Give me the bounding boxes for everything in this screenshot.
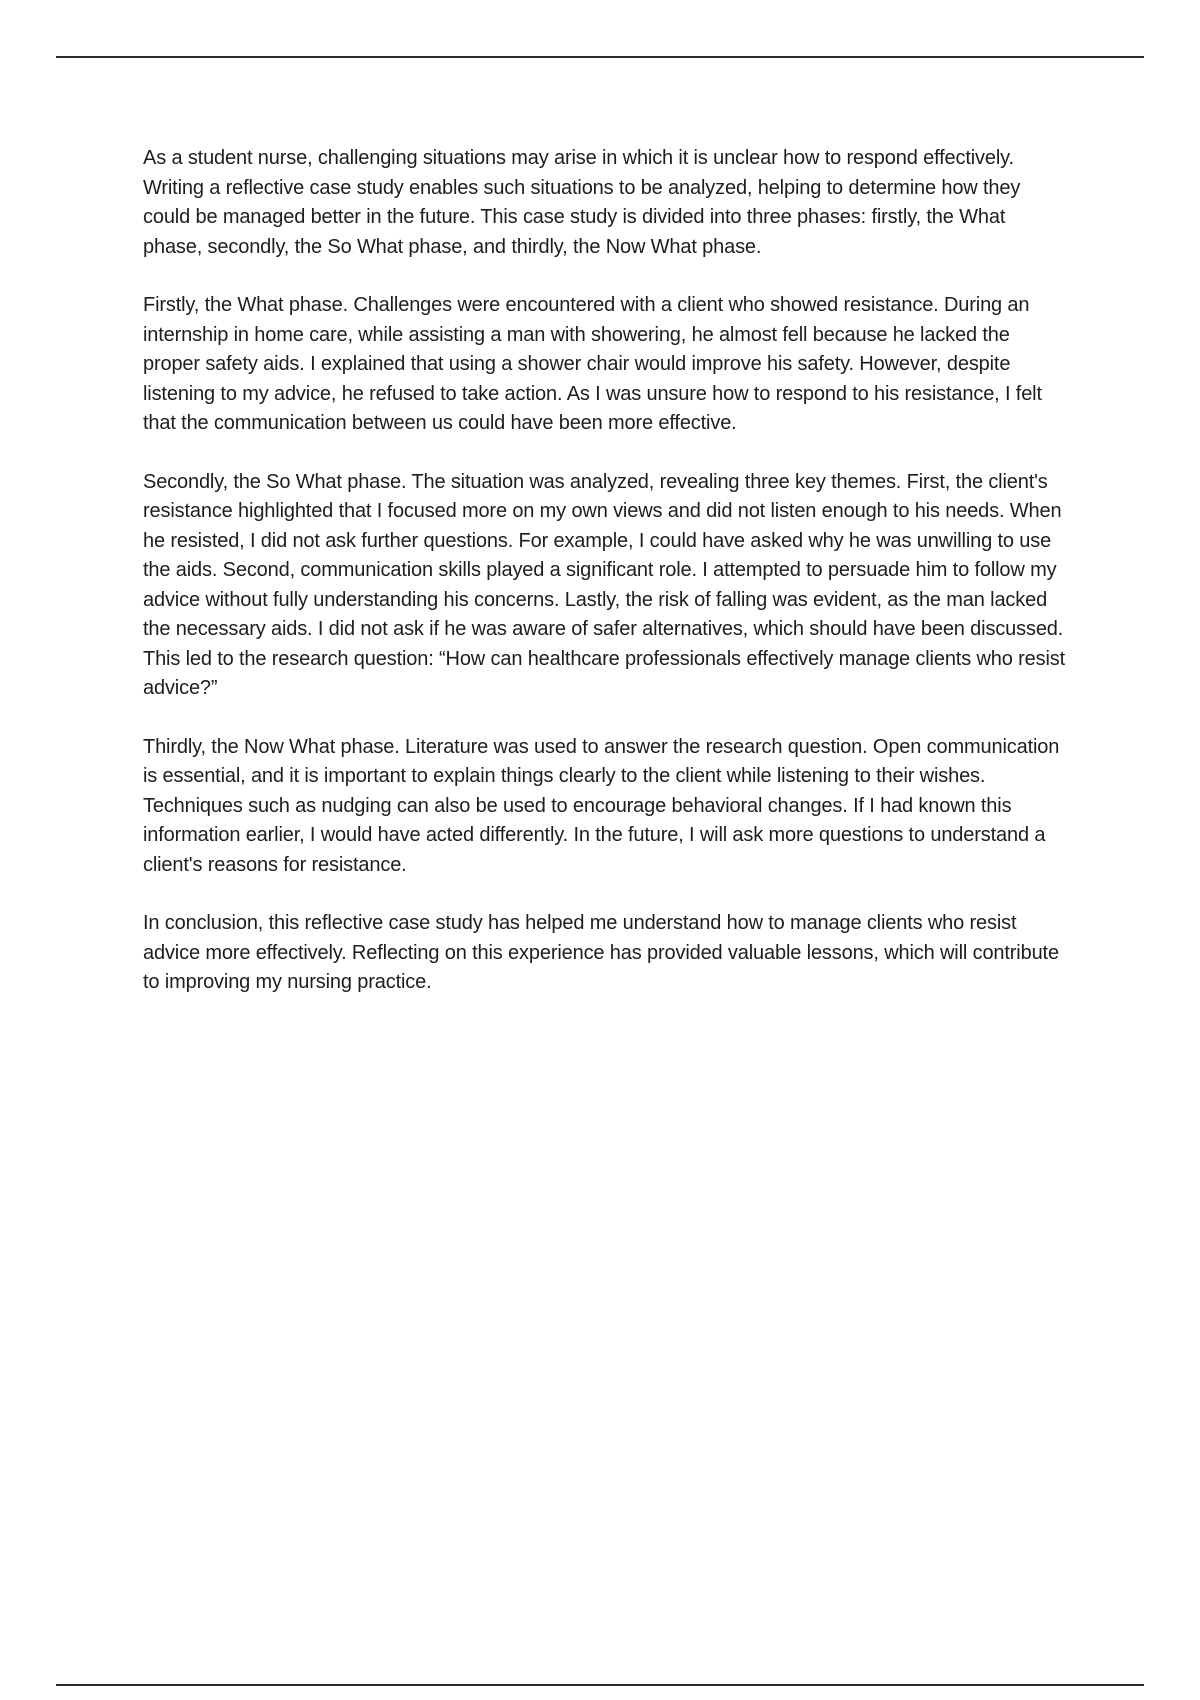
document-body xyxy=(143,144,1065,1027)
paragraph-so-what-phase: Secondly, the So What phase. The situation was analyzed, revealing three key themes. First, the client's resistance highlighted that I focused more on my own views and did not listen enough to his needs. When he resisted, I did not ask further questions. For example, I could have asked why he was unwilling to use the aids. Second, communication skills played a significant role. I attempted to persuade him to follow my advice without fully understanding his concerns. Lastly, the risk of falling was evident, as the man lacked the necessary aids. I did not ask if he was aware of safer alternatives, which should have been discussed. This led to the research question: “How can healthcare professionals effectively manage clients who resist advice?” xyxy=(143,470,1065,699)
paragraph-conclusion: In conclusion, this reflective case study has helped me understand how to manage clients who resist advice more effectively. Reflecting on this experience has provided valuable lessons, which will contribute to improving my nursing practice. xyxy=(143,912,1059,993)
paragraph-what-phase: Firstly, the What phase. Challenges were encountered with a client who showed resistance. During an internship in home care, while assisting a man with showering, he almost fell because he lacked the proper safety aids. I explained that using a shower chair would improve his safety. However, despite listening to my advice, he refused to take action. As I was unsure how to respond to his resistance, I felt that the communication between us could have been more effective. xyxy=(143,294,1042,434)
footer-rule xyxy=(56,1684,1144,1686)
paragraph-introduction: As a student nurse, challenging situations may arise in which it is unclear how to respond effectively. Writing a reflective case study enables such situations to be analyzed, helping to determine how they could be managed better in the future. This case study is divided into three phases: firstly, the What phase, secondly, the So What phase, and thirdly, the Now What phase. xyxy=(143,147,1021,258)
header-rule xyxy=(56,56,1144,58)
paragraph-now-what-phase: Thirdly, the Now What phase. Literature was used to answer the research question. Open communication is essential, and it is important to explain things clearly to the client while listening to their wishes. Techniques such as nudging can also be used to encourage behavioral changes. If I had known this information earlier, I would have acted differently. In the future, I will ask more questions to understand a client's reasons for resistance. xyxy=(143,735,1060,876)
